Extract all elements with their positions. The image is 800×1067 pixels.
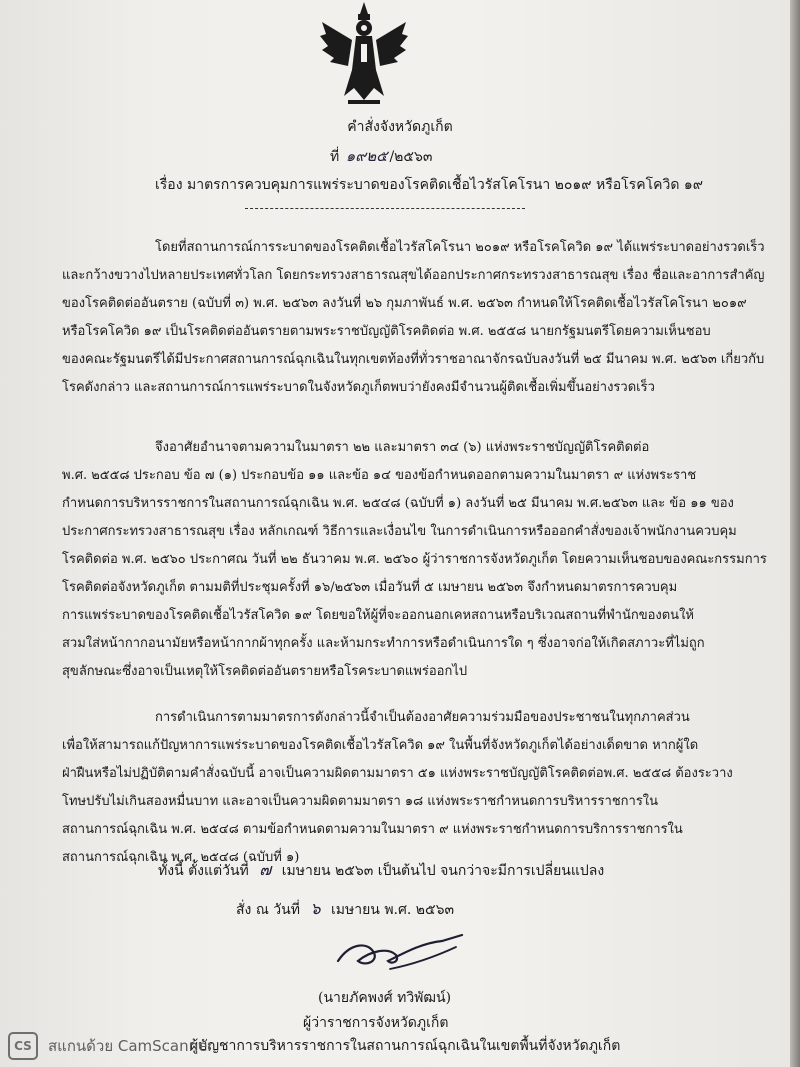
signed-date xyxy=(236,897,454,922)
body-line: เพื่อให้สามารถแก้ปัญหาการแพร่ระบาดของโรคติดเชื้อไวรัสโควิด ๑๙ ในพื้นที่จังหวัดภูเก็ตได้อย่างเด็ดขาด หากผู้ใด xyxy=(62,738,699,753)
garuda-emblem-icon xyxy=(318,0,410,105)
signature-mark xyxy=(330,925,470,975)
ref-year: /๒๕๖๓ xyxy=(389,149,433,165)
signed-suffix: เมษายน พ.ศ. ๒๕๖๓ xyxy=(331,902,455,918)
scanner-watermark xyxy=(8,1029,214,1063)
page-edge-shadow xyxy=(790,0,800,1067)
camscanner-logo-icon: CS xyxy=(8,1032,38,1060)
body-line: ประกาศกระทรวงสาธารณสุข เรื่อง หลักเกณฑ์ วิธีการและเงื่อนไข ในการดำเนินการหรือออกคำสั่งของเจ้าพนักงานควบคุม xyxy=(62,524,737,539)
order-subject: เรื่อง มาตรการควบคุมการแพร่ระบาดของโรคติดเชื้อไวรัสโคโรนา ๒๐๑๙ หรือโรคโควิด ๑๙ xyxy=(155,177,703,193)
effective-date xyxy=(158,858,604,883)
ref-prefix: ที่ xyxy=(330,149,340,165)
body-line: โดยที่สถานการณ์การระบาดของโรคติดเชื้อไวรัสโคโรนา ๒๐๑๙ หรือโรคโควิด ๑๙ ได้แพร่ระบาดอย่างรวดเร็ว xyxy=(155,240,765,255)
order-title: คำสั่งจังหวัดภูเก็ต xyxy=(347,119,453,135)
body-line: ของคณะรัฐมนตรีได้มีประกาศสถานการณ์ฉุกเฉินในทุกเขตท้องที่ทั่วราชอาณาจักรฉบับลงวันที่ ๒๕ มีนาคม พ.ศ. ๒๕๖๓ เกี่ยวกับ xyxy=(62,352,765,367)
effective-suffix: เมษายน ๒๕๖๓ เป็นต้นไป จนกว่าจะมีการเปลี่ยนแปลง xyxy=(281,863,605,879)
signatory-role: ผู้บัญชาการบริหารราชการในสถานการณ์ฉุกเฉินในเขตพื้นที่จังหวัดภูเก็ต xyxy=(190,1038,621,1054)
body-line: หรือโรคโควิด ๑๙ เป็นโรคติดต่ออันตรายตามพระราชบัญญัติโรคติดต่อ พ.ศ. ๒๕๕๘ นายกรัฐมนตรีโดยความเห็นชอบ xyxy=(62,324,711,339)
body-line: จึงอาศัยอำนาจตามความในมาตรา ๒๒ และมาตรา ๓๔ (๖) แห่งพระราชบัญญัติโรคติดต่อ xyxy=(155,440,650,455)
signatory-name: (นายภัคพงศ์ ทวิพัฒน์) xyxy=(318,990,452,1006)
body-line: สถานการณ์ฉุกเฉิน พ.ศ. ๒๕๔๘ (ฉบับที่ ๑) xyxy=(62,850,300,865)
signatory-title: ผู้ว่าราชการจังหวัดภูเก็ต xyxy=(303,1015,449,1031)
body-line: การดำเนินการตามมาตรการดังกล่าวนี้จำเป็นต้องอาศัยความร่วมมือของประชาชนในทุกภาคส่วน xyxy=(155,710,690,725)
signed-prefix: สั่ง ณ วันที่ xyxy=(236,902,300,918)
order-reference xyxy=(330,144,432,168)
body-line: โทษปรับไม่เกินสองหมื่นบาท และอาจเป็นความผิดตามมาตรา ๑๘ แห่งพระราชกำหนดการบริหารราชการใน xyxy=(62,794,659,809)
ref-number: ๑๙๒๕ xyxy=(345,147,388,165)
body-line: และกว้างขวางไปหลายประเทศทั่วโลก โดยกระทรวงสาธารณสุขได้ออกประกาศกระทรวงสาธารณสุข เรื่อง ชื่อและอาการสำคัญ xyxy=(62,268,765,283)
body-line: พ.ศ. ๒๕๕๘ ประกอบ ข้อ ๗ (๑) ประกอบข้อ ๑๑ และข้อ ๑๔ ของข้อกำหนดออกตามความในมาตรา ๙ แห่งพระราช xyxy=(62,468,697,483)
body-line: สถานการณ์ฉุกเฉิน พ.ศ. ๒๕๔๘ ตามข้อกำหนดตามความในมาตรา ๙ แห่งพระราชกำหนดการบริการราชการใน xyxy=(62,822,683,837)
body-line: ของโรคติดต่ออันตราย (ฉบับที่ ๓) พ.ศ. ๒๕๖๓ ลงวันที่ ๒๖ กุมภาพันธ์ พ.ศ. ๒๕๖๓ กำหนดให้โรคติดเชื้อไวรัสโคโรนา ๒๐๑๙ xyxy=(62,296,747,311)
body-line: โรคติดต่อจังหวัดภูเก็ต ตามมติที่ประชุมครั้งที่ ๑๖/๒๕๖๓ เมื่อวันที่ ๕ เมษายน ๒๕๖๓ จึงกำหนดมาตรการควบคุม xyxy=(62,580,678,595)
body-line: สวมใส่หน้ากากอนามัยหรือหน้ากากผ้าทุกครั้ง และห้ามกระทำการหรือดำเนินการใด ๆ ซึ่งอาจก่อให้เกิดสภาวะที่ไม่ถูก xyxy=(62,636,705,651)
signed-day: ๖ xyxy=(310,899,321,918)
body-line: โรคติดต่อ พ.ศ. ๒๕๖๐ ประกาศณ วันที่ ๒๒ ธันวาคม พ.ศ. ๒๕๖๐ ผู้ว่าราชการจังหวัดภูเก็ต โดยความเห็นชอบของคณะกรรมการ xyxy=(62,552,767,567)
body-line: กำหนดการบริหารราชการในสถานการณ์ฉุกเฉิน พ.ศ. ๒๕๔๘ (ฉบับที่ ๑) ลงวันที่ ๒๕ มีนาคม พ.ศ.๒๕๖๓ และ ข้อ ๑๑ ของ xyxy=(62,496,734,511)
body-line: การแพร่ระบาดของโรคติดเชื้อไวรัสโควิด ๑๙ โดยขอให้ผู้ที่จะออกนอกเคหสถานหรือบริเวณสถานที่พำนักของตนให้ xyxy=(62,608,694,623)
body-line: โรคดังกล่าว และสถานการณ์การแพร่ระบาดในจังหวัดภูเก็ตพบว่ายังคงมีจำนวนผู้ติดเชื้อเพิ่มขึ้นอย่างรวดเร็ว xyxy=(62,380,655,395)
body-line: สุขลักษณะซึ่งอาจเป็นเหตุให้โรคติดต่ออันตรายหรือโรคระบาดแพร่ออกไป xyxy=(62,664,468,679)
effective-prefix: ทั้งนี้ ตั้งแต่วันที่ xyxy=(158,863,249,879)
body-line: ฝ่าฝืนหรือไม่ปฏิบัติตามคำสั่งฉบับนี้ อาจเป็นความผิดตามมาตรา ๕๑ แห่งพระราชบัญญัติโรคติดต่อพ.ศ. ๒๕๕๘ ต้องระวาง xyxy=(62,766,733,781)
effective-day: ๗ xyxy=(259,860,272,879)
watermark-text: สแกนด้วย CamScanner xyxy=(48,1037,214,1055)
header-divider xyxy=(245,208,525,209)
